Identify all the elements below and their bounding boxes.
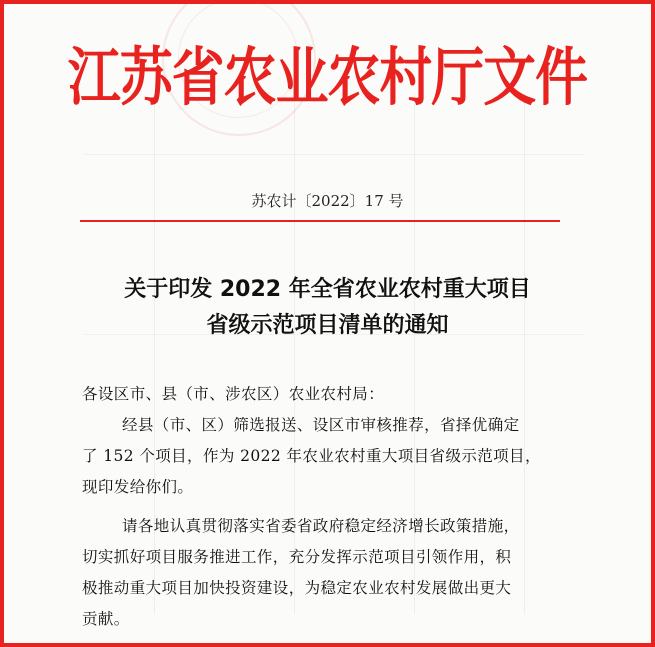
bleed-line: [294, 94, 295, 614]
bleed-line: [84, 154, 584, 155]
red-divider: [80, 220, 560, 222]
paragraph-2-line-3: 极推动重大项目加快投资建设，为稳定农业农村发展做出更大: [82, 579, 512, 597]
notice-title-line1: 关于印发 2022 年全省农业农村重大项目: [124, 277, 531, 302]
document-number: 苏农计〔2022〕17 号: [251, 192, 404, 210]
paragraph-1-line-1: 经县（市、区）筛选报送、设区市审核推荐，省择优确定: [122, 416, 520, 434]
masthead-title: 江苏省农业农村厅文件: [67, 41, 588, 115]
paragraph-1-line-2: 了 152 个项目，作为 2022 年农业农村重大项目省级示范项目，: [82, 447, 541, 465]
paragraph-2-line-4: 贡献。: [82, 610, 130, 628]
paragraph-2-line-1: 请各地认真贯彻落实省委省政府稳定经济增长政策措施，: [122, 517, 520, 535]
bleed-line: [524, 94, 525, 614]
paragraph-1-line-3: 现印发给你们。: [82, 478, 194, 496]
notice-title-line2: 省级示范项目清单的通知: [206, 313, 449, 338]
bleed-line: [414, 94, 415, 614]
paragraph-2-line-2: 切实抓好项目服务推进工作，充分发挥示范项目引领作用，积: [82, 548, 512, 566]
salutation: 各设区市、县（市、涉农区）农业农村局：: [82, 385, 385, 403]
bleed-line: [154, 94, 155, 614]
